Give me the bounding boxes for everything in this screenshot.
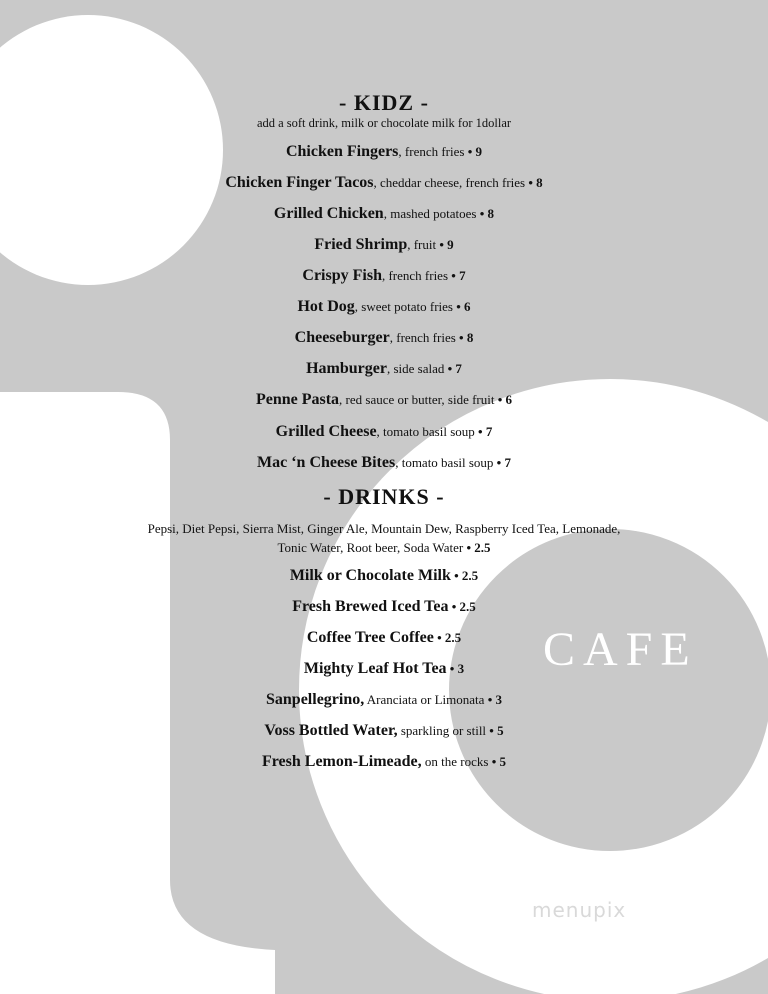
kidz-item	[0, 391, 768, 409]
item-name: Fresh Lemon-Limeade,	[261, 753, 422, 770]
item-name: Milk or Chocolate Milk	[289, 567, 451, 584]
drink-item	[0, 598, 768, 616]
drink-item	[0, 629, 768, 647]
item-price: • 6	[494, 392, 513, 407]
item-desc: , cheddar cheese, french fries	[373, 175, 526, 190]
item-price: • 9	[436, 237, 454, 252]
kidz-item	[0, 423, 768, 441]
item-price: • 8	[455, 330, 474, 345]
item-name: Grilled Cheese	[275, 423, 377, 440]
kidz-item	[0, 205, 768, 223]
soft-drinks-line-2	[0, 539, 768, 557]
item-price: • 5	[488, 754, 507, 769]
item-desc: , french fries	[398, 144, 465, 159]
soft-drinks-list-end: Tonic Water, Root beer, Soda Water	[277, 540, 464, 555]
drinks-section-title: - DRINKS -	[323, 484, 445, 509]
menupix-watermark: menupix	[532, 898, 627, 922]
item-desc: , french fries	[389, 330, 456, 345]
drink-item	[0, 567, 768, 585]
item-price: • 7	[493, 455, 511, 470]
item-price: • 9	[464, 144, 483, 159]
item-desc: , tomato basil soup	[376, 424, 475, 439]
item-name: Grilled Chicken	[273, 205, 384, 222]
item-desc: sparkling or still	[397, 723, 487, 738]
item-price: • 3	[446, 661, 465, 676]
item-price: • 5	[486, 723, 504, 738]
item-price: • 6	[452, 299, 471, 314]
drink-item	[0, 691, 768, 709]
cafe-wordmark: CAFE	[543, 623, 698, 676]
item-name: Fresh Brewed Iced Tea	[292, 598, 449, 615]
item-desc: , side salad	[386, 361, 445, 376]
kidz-item	[0, 298, 768, 316]
kidz-item	[0, 454, 768, 472]
item-name: Hot Dog	[297, 298, 355, 315]
item-name: Mighty Leaf Hot Tea	[303, 660, 447, 677]
item-price: • 2.5	[450, 568, 479, 583]
item-price: • 3	[484, 692, 502, 707]
item-name: Mac ‘n Cheese Bites	[257, 454, 396, 471]
item-name: Cheeseburger	[294, 329, 390, 346]
item-name: Fried Shrimp	[314, 236, 408, 253]
soft-drinks-line-1: Pepsi, Diet Pepsi, Sierra Mist, Ginger Ale, Mountain Dew, Raspberry Iced Tea, Lemonade,	[147, 521, 621, 536]
kidz-item	[0, 329, 768, 347]
item-desc: , red sauce or butter, side fruit	[339, 392, 495, 407]
item-price: • 7	[474, 424, 493, 439]
kidz-item	[0, 236, 768, 254]
item-desc: , mashed potatoes	[383, 206, 477, 221]
item-name: Crispy Fish	[302, 267, 382, 284]
item-desc: on the rocks	[421, 754, 489, 769]
item-name: Chicken Finger Tacos	[225, 174, 374, 191]
item-name: Coffee Tree Coffee	[306, 629, 434, 646]
item-desc: Aranciata or Limonata	[364, 692, 485, 707]
item-name: Sanpellegrino,	[266, 691, 365, 708]
item-name: Chicken Fingers	[285, 143, 399, 160]
kidz-item	[0, 174, 768, 192]
item-price: • 8	[525, 175, 543, 190]
drink-item	[0, 753, 768, 771]
item-price: • 2.5	[448, 599, 476, 614]
kidz-drink-note: add a soft drink, milk or chocolate milk for 1dollar	[256, 116, 512, 130]
item-desc: , tomato basil soup	[395, 455, 494, 470]
item-desc: , french fries	[381, 268, 449, 283]
item-price: • 2.5	[433, 630, 462, 645]
item-name: Hamburger	[306, 360, 387, 377]
item-price: • 8	[476, 206, 495, 221]
item-desc: , fruit	[407, 237, 437, 252]
kidz-item	[0, 360, 768, 378]
kidz-item	[0, 143, 768, 161]
item-name: Penne Pasta	[255, 391, 340, 408]
kidz-section-title: - KIDZ -	[339, 90, 429, 115]
item-name: Voss Bottled Water,	[264, 722, 398, 739]
item-desc: , sweet potato fries	[354, 299, 453, 314]
item-price: • 7	[448, 268, 466, 283]
soft-drinks-price: • 2.5	[463, 540, 491, 555]
item-price: • 7	[444, 361, 462, 376]
drink-item	[0, 722, 768, 740]
drink-item	[0, 660, 768, 678]
kidz-item	[0, 267, 768, 285]
